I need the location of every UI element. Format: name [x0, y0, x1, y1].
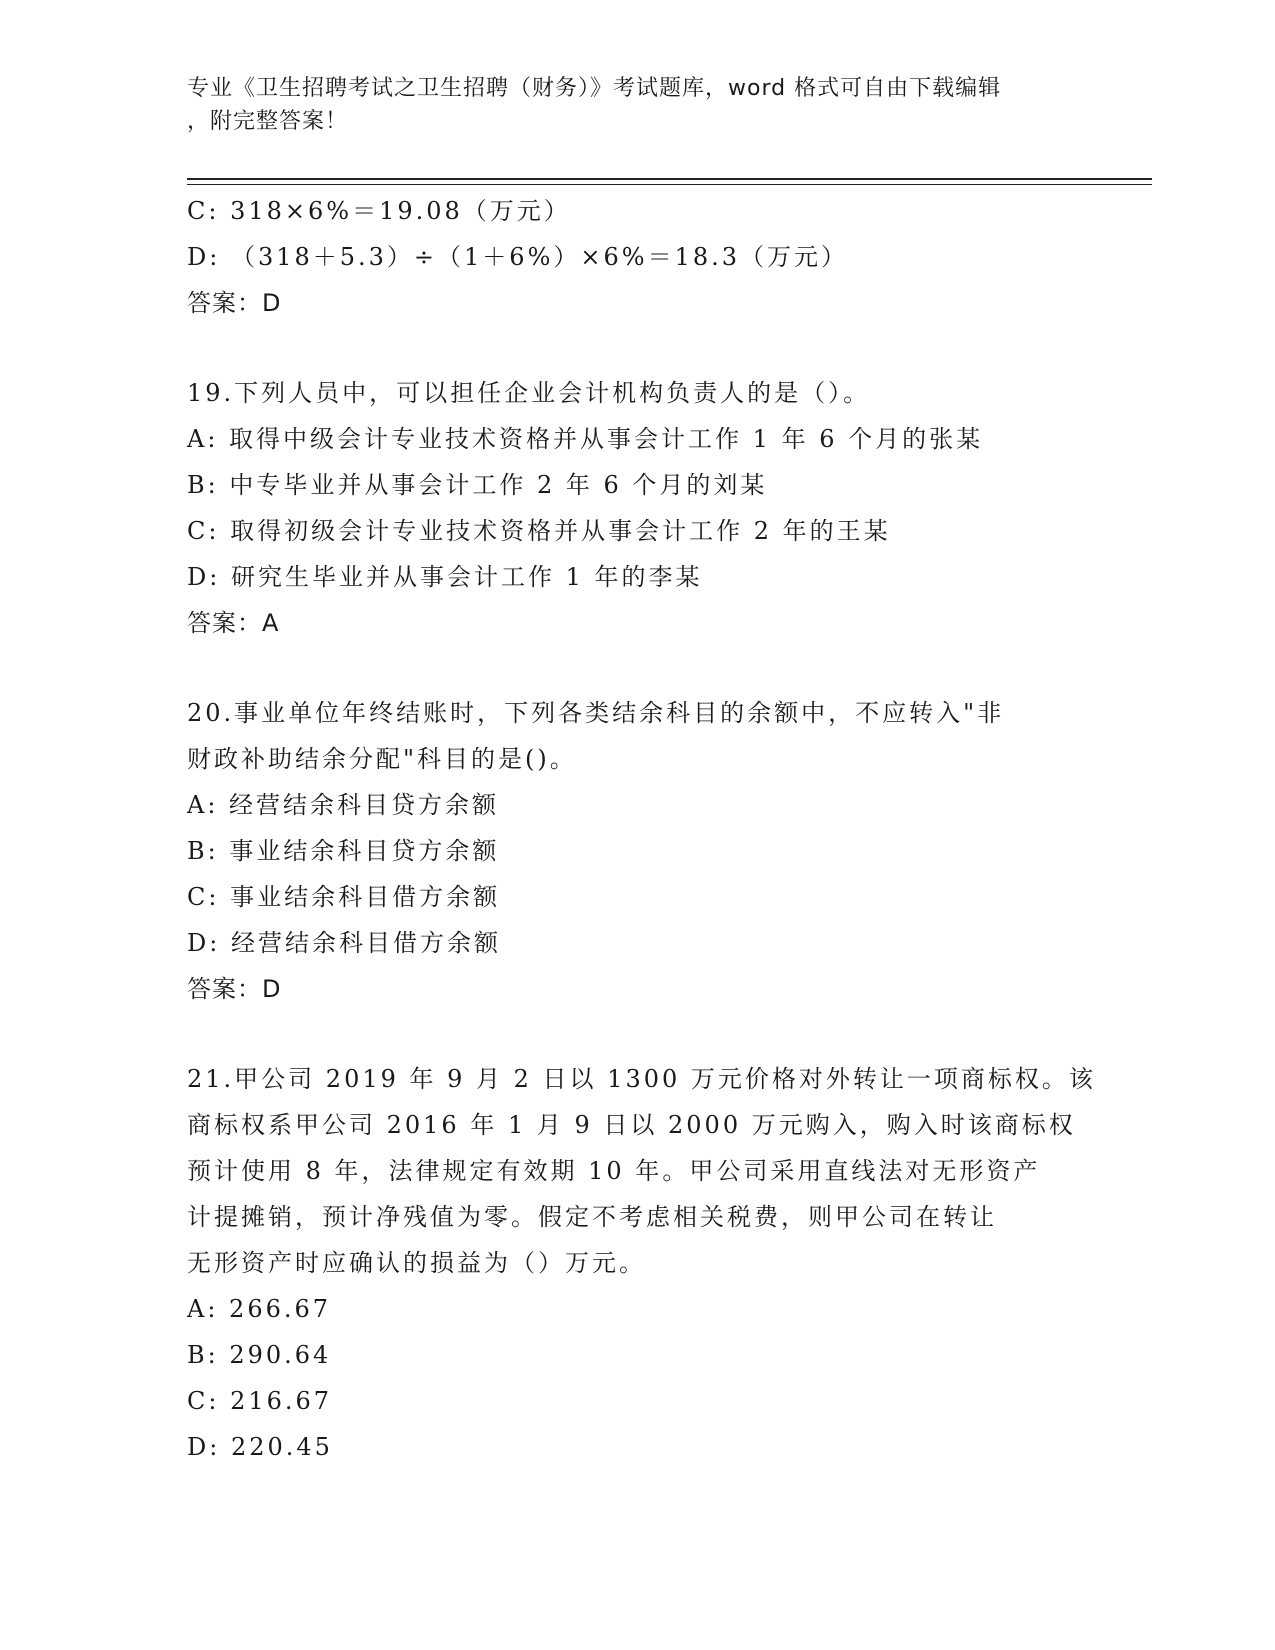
question-stem: 财政补助结余分配"科目的是()。 [187, 745, 577, 773]
question-list [187, 188, 1096, 1470]
question-stem: 预计使用 8 年，法律规定有效期 10 年。甲公司采用直线法对无形资产 [187, 1157, 1041, 1185]
option-b: B: 事业结余科目贷方余额 [187, 837, 500, 865]
option-d: D: 经营结余科目借方余额 [187, 929, 501, 957]
question-20 [187, 690, 1087, 1012]
option-a: A: 取得中级会计专业技术资格并从事会计工作 1 年 6 个月的张某 [187, 425, 984, 453]
option-b: B: 中专毕业并从事会计工作 2 年 6 个月的刘某 [187, 471, 768, 499]
option-a: A: 经营结余科目贷方余额 [187, 791, 500, 819]
option-c: C: 318×6%＝19.08（万元） [187, 197, 571, 225]
question-stem: 19.下列人员中，可以担任企业会计机构负责人的是（）。 [187, 379, 871, 407]
header-line-1: 专业《卫生招聘考试之卫生招聘（财务）》考试题库，word 格式可自由下载编辑 [187, 76, 1002, 101]
option-c: C: 216.67 [187, 1387, 333, 1415]
option-c: C: 取得初级会计专业技术资格并从事会计工作 2 年的王某 [187, 517, 891, 545]
answer-label: 答案：D [187, 289, 282, 317]
option-d: D: （318＋5.3）÷（1＋6%）×6%＝18.3（万元） [187, 243, 849, 271]
header-line-2: ，附完整答案！ [187, 109, 349, 134]
spacer [187, 646, 1087, 690]
header-divider-thin [187, 184, 1152, 185]
header-divider-thick [187, 178, 1152, 180]
option-d: D: 220.45 [187, 1433, 333, 1461]
option-a: A: 266.67 [187, 1295, 332, 1323]
option-c: C: 事业结余科目借方余额 [187, 883, 501, 911]
question-stem: 计提摊销，预计净残值为零。假定不考虑相关税费，则甲公司在转让 [187, 1203, 997, 1231]
question-stem: 21.甲公司 2019 年 9 月 2 日以 1300 万元价格对外转让一项商标权。该 [187, 1065, 1096, 1093]
option-d: D: 研究生毕业并从事会计工作 1 年的李某 [187, 563, 703, 591]
question-21 [187, 1056, 1096, 1470]
question-18-continued [187, 188, 1087, 326]
question-stem: 20.事业单位年终结账时，下列各类结余科目的余额中，不应转入"非 [187, 699, 1005, 727]
document-header [187, 72, 1087, 138]
question-stem: 无形资产时应确认的损益为（）万元。 [187, 1249, 646, 1277]
answer-label: 答案：D [187, 975, 282, 1003]
spacer [187, 1012, 1087, 1056]
question-stem: 商标权系甲公司 2016 年 1 月 9 日以 2000 万元购入，购入时该商标权 [187, 1111, 1076, 1139]
spacer [187, 326, 1087, 370]
question-19 [187, 370, 1087, 646]
answer-label: 答案：A [187, 609, 280, 637]
option-b: B: 290.64 [187, 1341, 332, 1369]
